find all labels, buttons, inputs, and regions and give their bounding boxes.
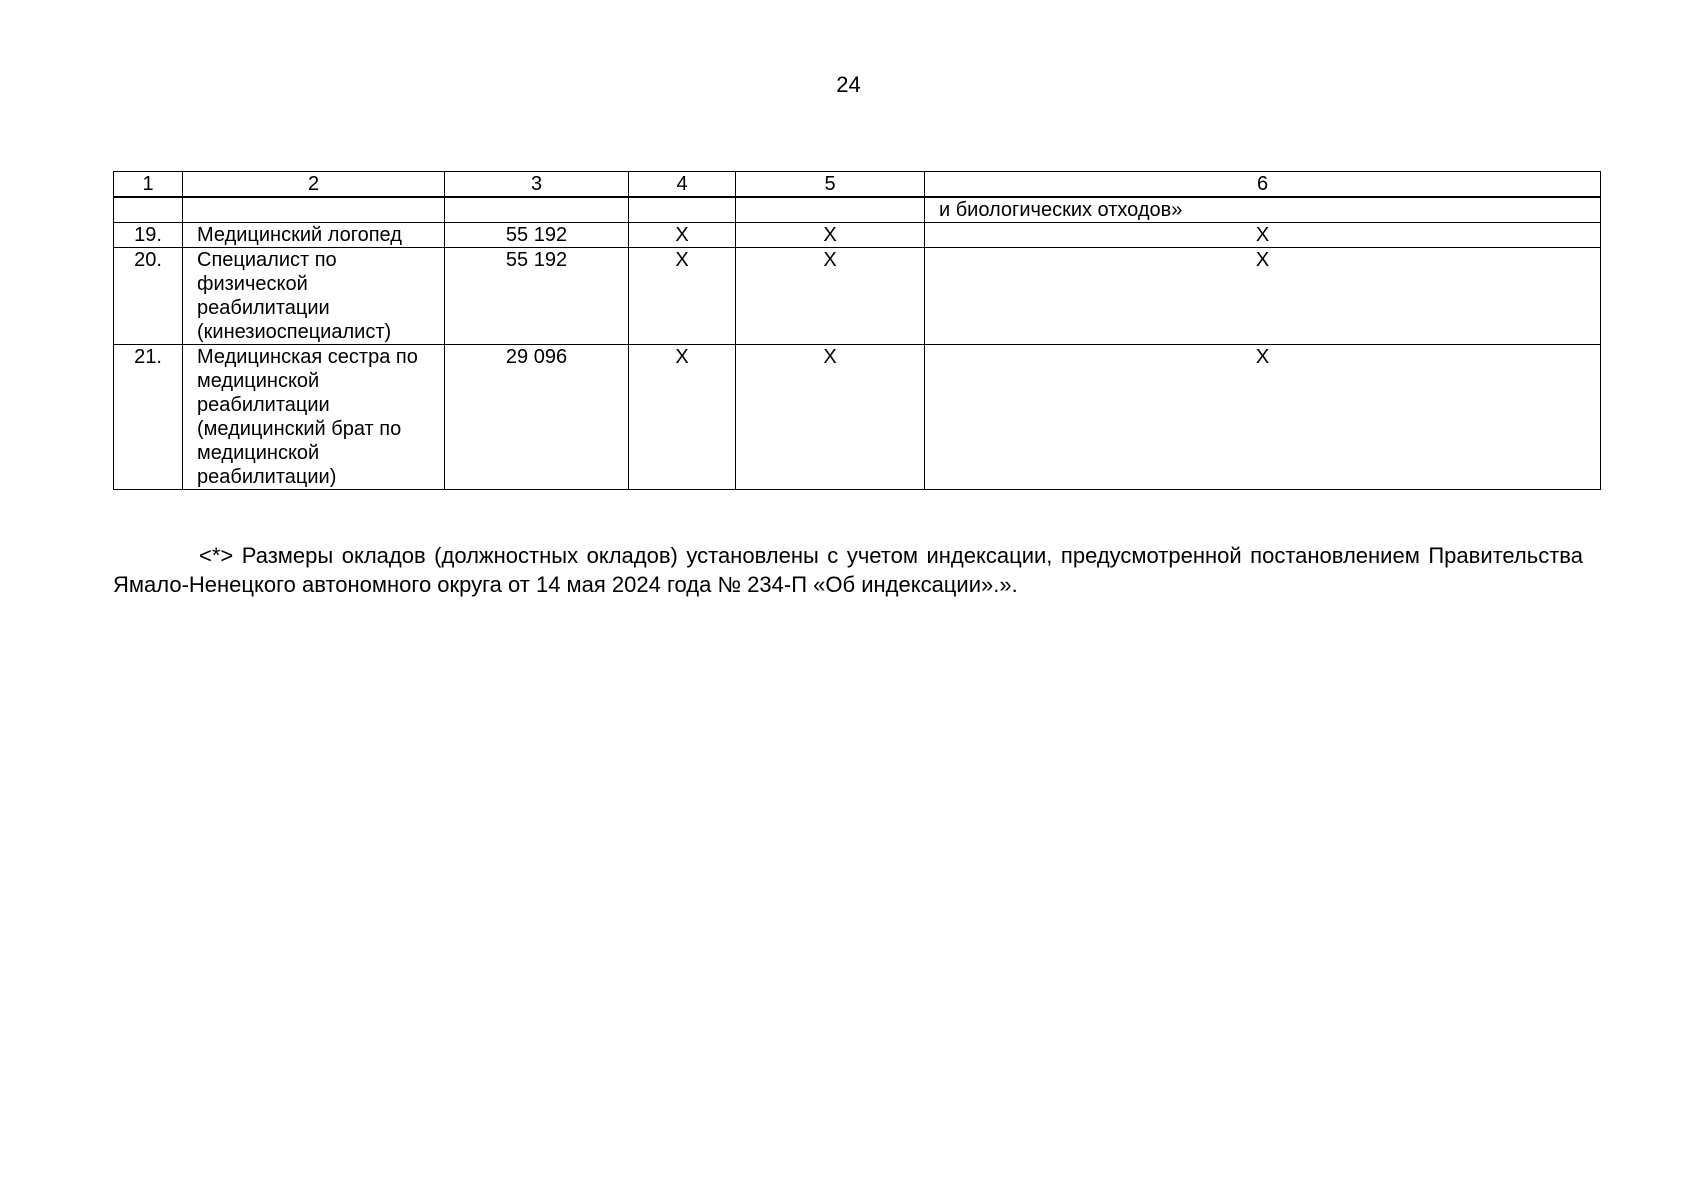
salary-value: 55 192 [445, 248, 629, 345]
table-row [114, 248, 1601, 345]
row-number: 19. [114, 223, 183, 248]
column-number-6: 6 [925, 172, 1601, 198]
column-number-1: 1 [114, 172, 183, 198]
column-5-value: Х [736, 345, 925, 490]
continuation-note: и биологических отходов» [925, 197, 1601, 223]
row-number: 21. [114, 345, 183, 490]
position-name [183, 345, 445, 490]
position-name-line: реабилитации) [197, 466, 337, 488]
row-number: 20. [114, 248, 183, 345]
column-4-value: Х [629, 223, 736, 248]
salary-value: 55 192 [445, 223, 629, 248]
position-name-line: (медицинский брат по [197, 418, 402, 440]
column-5-value: Х [736, 248, 925, 345]
column-number-3: 3 [445, 172, 629, 198]
continuation-row [114, 197, 1601, 223]
column-6-value: Х [925, 223, 1601, 248]
position-name-line: (кинезиоспециалист) [197, 321, 392, 343]
table-cell [183, 197, 445, 223]
table-cell [445, 197, 629, 223]
position-name-line: реабилитации [197, 394, 330, 416]
column-number-row [114, 172, 1601, 198]
position-name-line: Медицинская сестра по [197, 346, 418, 368]
position-name [183, 248, 445, 345]
table-cell [736, 197, 925, 223]
column-number-2: 2 [183, 172, 445, 198]
position-name [183, 223, 445, 248]
column-4-value: Х [629, 345, 736, 490]
table-cell [629, 197, 736, 223]
position-name-line: медицинской [197, 370, 320, 392]
footnote: <*> Размеры окладов (должностных окладов) установлены с учетом индексации, предусмотренной постановлением Правительства Ямало-Ненецкого автономного округа от 14 мая 2024 года № 234-П «Об индексации».». [113, 543, 1583, 597]
position-name-line: физической [197, 273, 308, 295]
table-row [114, 345, 1601, 490]
position-name-line: медицинской [197, 442, 320, 464]
position-name-line: реабилитации [197, 297, 330, 319]
salary-value: 29 096 [445, 345, 629, 490]
position-name-line: Медицинский логопед [197, 224, 402, 246]
column-5-value: Х [736, 223, 925, 248]
page-number: 24 [836, 72, 861, 97]
column-6-value: Х [925, 345, 1601, 490]
table-row [114, 223, 1601, 248]
salary-table [113, 171, 1601, 490]
column-4-value: Х [629, 248, 736, 345]
column-number-5: 5 [736, 172, 925, 198]
column-number-4: 4 [629, 172, 736, 198]
position-name-line: Специалист по [197, 249, 337, 271]
column-6-value: Х [925, 248, 1601, 345]
table-cell [114, 197, 183, 223]
